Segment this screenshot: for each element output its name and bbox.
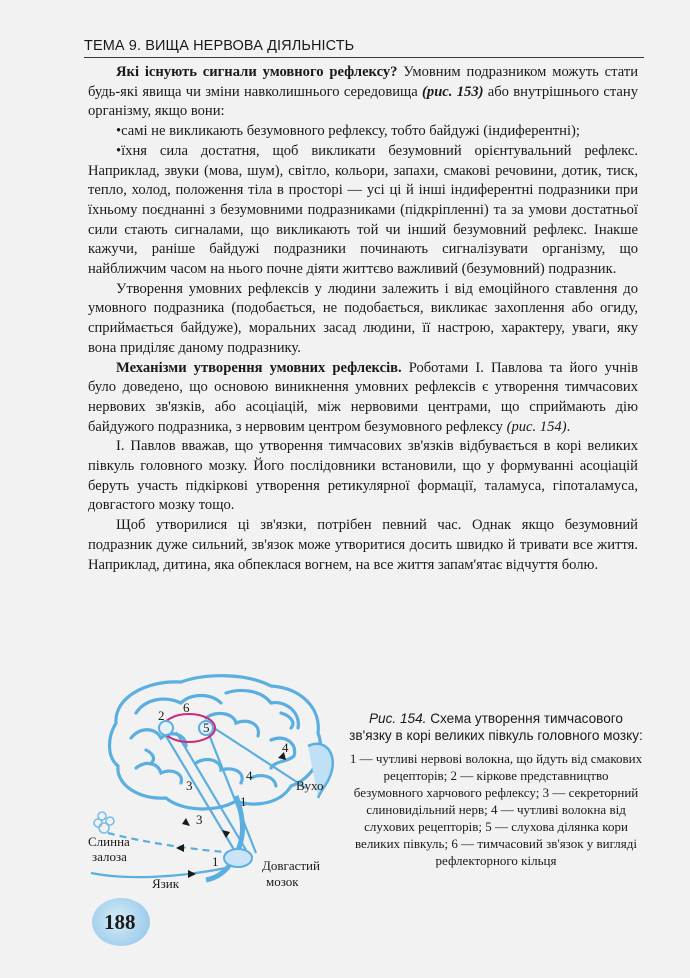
text: або внутрішнього стану організму, якщо вони: [88,83,638,120]
paragraph-pavlov: І. Павлов вважав, що утворення тимчасових зв'язків відбувається в корі великих півкуль головного мозку. Його послідовники встановили, що у формуванні асоціацій беруть участь підкіркові утворення ретикулярної формації, таламуса, гіпоталамуса, довгастого мозку тощо. [88,438,638,514]
list-item: •їхня сила достатня, щоб викликати безумовний орієнтувальний рефлекс. Наприклад, звуки (мова, шум), світло, кольори, запахи, смакові речовини, дотик, тиск, тепло, холод, положення тіла в просторі — усі ці й інші індиферентні подразники при їхньому поєднанні з безумовними подразниками (підкріпленні) та за умови достатньої сили стають сигналами, що викликають той чи інший безумовний рефлекс. Інакше кажучи, раніше байдужі подразники починають сигналізувати організму, що найближчим часом на нього почне діяти життєво важливий (безумовний) подразник. [88,142,638,278]
heading-mechanisms: Механізми утворення умовних рефлексів. [116,359,402,376]
ear-label: Вухо [296,778,324,793]
number-label: 2 [158,708,165,723]
figure-brain-diagram [86,668,361,903]
page-number-badge [92,898,152,950]
number-label: 5 [203,720,210,735]
paragraph-signals [88,63,638,122]
paragraph-emotions: Утворення умовних рефлексів у людини залежить і від емоційного ставлення до умовного подразника (подобається, не подобається, викликає захоплення або огиду, сприймається байдуже), моральних засад людини, її настрою, характеру, уваги, яку вона приділяє даному подразнику. [88,280,638,356]
caption-text: 1 — чутливі нервові волокна, що йдуть від смакових рецепторів; 2 — кіркове представництво безумовного харчового рефлексу; 3 — секреторний слиновидільний нерв; 4 — чутливі волокна від слухових рецепторів; 5 — слухова ділянка кори великих півкуль; 6 — тимчасовий зв'язок у вигляді рефлекторного кільця [349,751,643,868]
page-number: 188 [104,910,136,934]
gland-label: залоза [92,849,127,864]
gland-label: Слинна [88,834,130,849]
figure-caption [348,710,644,869]
list-item-text: самі не викликають безумовного рефлексу, тобто байдужі (індиферентні); [121,123,580,140]
figure-number: Рис. 154. [368,711,427,726]
caption-heading: Схема утворення тимчасового зв'язку в корі великих півкуль головного мозку: [349,711,643,743]
medulla-node [224,849,252,867]
topic-header: ТЕМА 9. ВИЩА НЕРВОВА ДІЯЛЬНІСТЬ [84,38,644,58]
caption-title [348,710,644,744]
figure-ref: (рис. 154) [506,418,567,435]
text: . [566,418,571,435]
tongue-label: Язик [152,876,180,891]
paragraph-mechanisms [88,359,638,438]
body-text [88,63,638,575]
number-label: 1 [240,794,247,809]
number-label: 6 [183,700,190,715]
paragraph-time: Щоб утворилися ці зв'язки, потрібен певний час. Однак якщо безумовний подразник дуже сильний, зв'язок може утворитися досить швидко й тривати все життя. Наприклад, дитина, яка обпеклася вогнем, на все життя запам'ятає відчуття болю. [88,517,638,573]
number-label: 4 [246,768,253,783]
cortex-node-2 [159,721,173,735]
medulla-label: мозок [266,874,299,889]
heading-signals: Які існують сигнали умовного рефлексу? [116,64,398,80]
list-item: •самі не викликають безумовного рефлексу, тобто байдужі (індиферентні); [116,123,580,140]
figure-ref: (рис. 153) [422,83,484,100]
number-label: 1 [212,854,219,869]
list-item-text: їхня сила достатня, щоб викликати безумовний орієнтувальний рефлекс. Наприклад, звуки (мова, шум), світло, кольори, запахи, смакові речовини, дотик, тиск, тепло, холод, положення тіла в просторі — усі ці й інші індиферентні подразники при їхньому поєднанні з безумовними подразниками (підкріпленні) та за умови достатньої сили стають сигналами, що викликають той чи інший безумовний рефлекс. Інакше кажучи, раніше байдужі подразники починають сигналізувати організму, що найближчим часом на нього почне діяти життєво важливий (безумовний) подразник. [88,142,638,278]
medulla-label: Довгастий [262,858,320,873]
number-label: 3 [196,812,203,827]
number-label: 4 [282,740,289,755]
salivary-gland [94,812,114,833]
text: Умовним подразником можуть стати будь-які явища чи зміни навколишнього середовища [88,64,639,100]
text: Роботами І. Павлова та його учнів було доведено, що основою виникнення умовних рефлексів є утворення тимчасових нервових зв'язків, або асоціацій, між нервовими центрами, що сприймають дію байдужого подразника, з нервовим центром безумовного рефлексу [88,359,638,435]
number-label: 3 [186,778,193,793]
